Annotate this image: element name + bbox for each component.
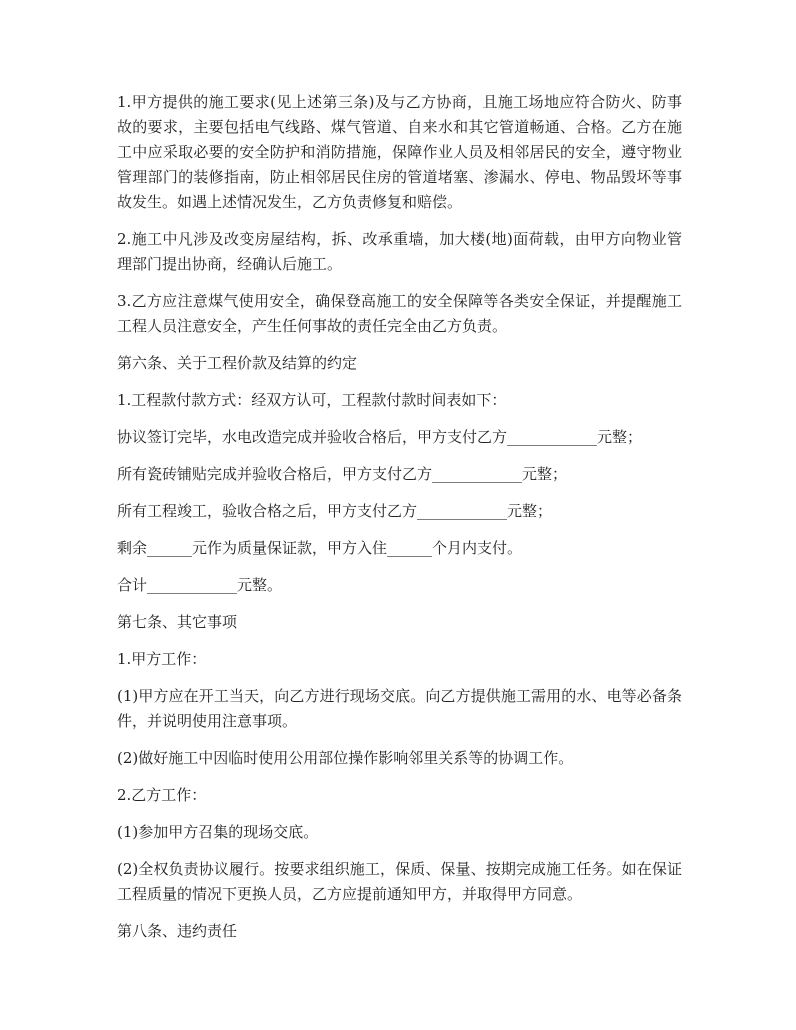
party-b-duty-1: (1)参加甲方召集的现场交底。	[117, 823, 319, 841]
document-body	[117, 90, 682, 956]
paragraph-payment-method: 1.工程款付款方式：经双方认可，工程款付款时间表如下：	[117, 391, 507, 409]
section-heading-article-7: 第七条、其它事项	[117, 613, 238, 631]
paragraph-structure-changes: 2.施工中凡涉及改变房屋结构，拆、改承重墙，加大楼(地)面荷载，由甲方向物业管理部门提出协商，经确认后施工。	[117, 230, 682, 273]
payment-retention: 剩余______元作为质量保证款，甲方入住______个月内支付。	[117, 539, 523, 557]
payment-line-2: 所有瓷砖铺贴完成并验收合格后，甲方支付乙方____________元整；	[117, 465, 568, 483]
party-a-duties-heading: 1.甲方工作：	[117, 650, 207, 668]
payment-line-1: 协议签订完毕，水电改造完成并验收合格后，甲方支付乙方____________元整；	[117, 428, 643, 446]
section-heading-article-6: 第六条、关于工程价款及结算的约定	[117, 354, 358, 372]
payment-line-3: 所有工程竣工，验收合格之后，甲方支付乙方____________元整；	[117, 502, 553, 520]
payment-total: 合计____________元整。	[117, 576, 283, 594]
paragraph-safety-requirements: 1.甲方提供的施工要求(见上述第三条)及与乙方协商，且施工场地应符合防火、防事故的要求，主要包括电气线路、煤气管道、自来水和其它管道畅通、合格。乙方在施工中应采取必要的安全防护和消防措施，保障作业人员及相邻居民的安全，遵守物业管理部门的装修指南，防止相邻居民住房的管道堵塞、渗漏水、停电、物品毁坏等事故发生。如遇上述情况发生，乙方负责修复和赔偿。	[117, 93, 682, 211]
party-a-duty-1: (1)甲方应在开工当天，向乙方进行现场交底。向乙方提供施工需用的水、电等必备条件，并说明使用注意事项。	[117, 687, 682, 730]
party-b-duties-heading: 2.乙方工作：	[117, 786, 207, 804]
party-a-duty-2: (2)做好施工中因临时使用公用部位操作影响邻里关系等的协调工作。	[117, 749, 574, 767]
paragraph-gas-safety: 3.乙方应注意煤气使用安全，确保登高施工的安全保障等各类安全保证，并提醒施工工程人员注意安全，产生任何事故的责任完全由乙方负责。	[117, 292, 682, 335]
section-heading-article-8: 第八条、违约责任	[117, 922, 238, 940]
party-b-duty-2: (2)全权负责协议履行。按要求组织施工，保质、保量、按期完成施工任务。如在保证工程质量的情况下更换人员，乙方应提前通知甲方，并取得甲方同意。	[117, 860, 682, 903]
